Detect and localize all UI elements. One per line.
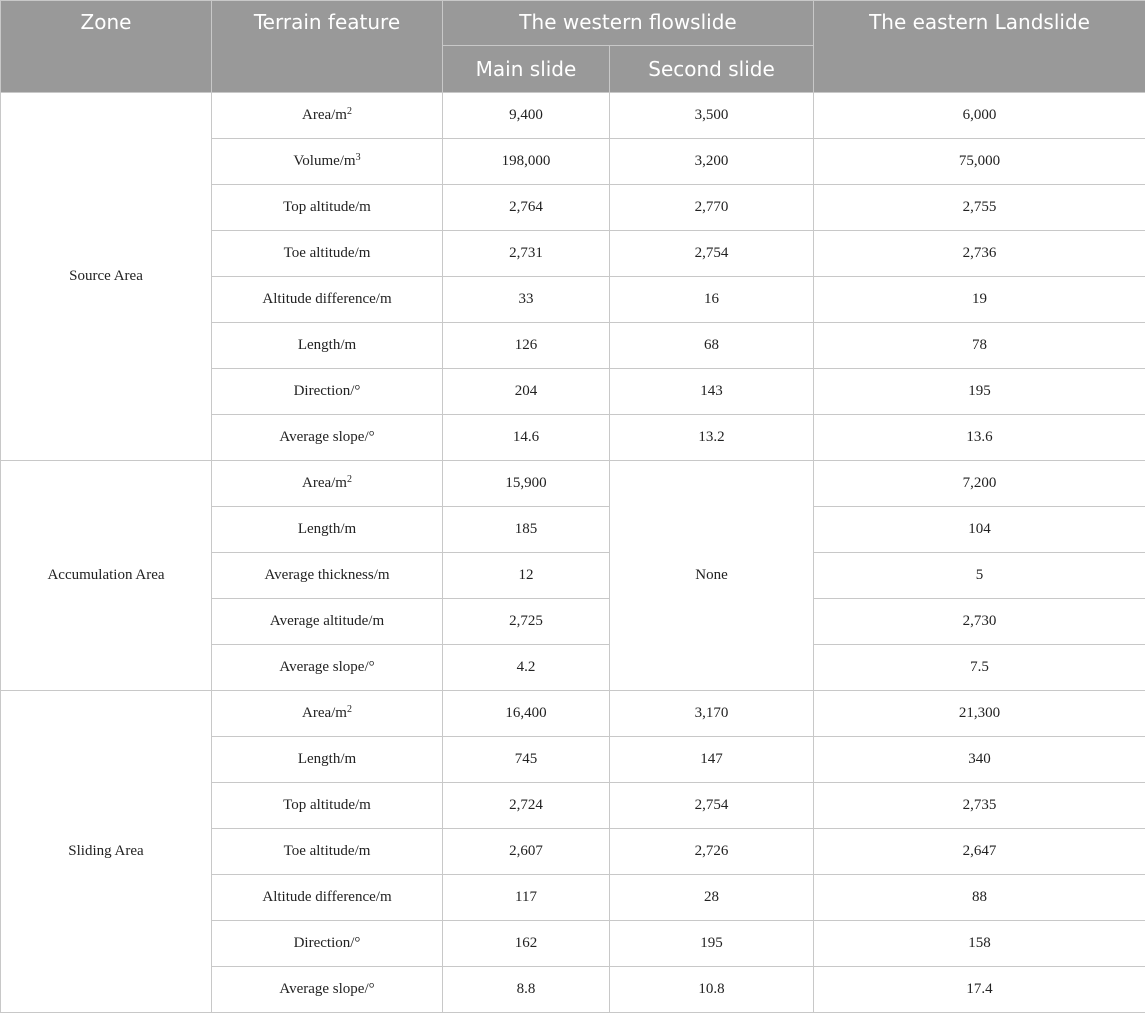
eastern-landslide-cell: 78	[814, 323, 1145, 369]
eastern-landslide-cell: 13.6	[814, 415, 1145, 461]
header-second-slide: Second slide	[610, 46, 814, 93]
eastern-landslide-cell: 158	[814, 921, 1145, 967]
main-slide-cell: 15,900	[443, 461, 610, 507]
feature-cell: Direction/°	[212, 369, 443, 415]
feature-cell: Average slope/°	[212, 645, 443, 691]
main-slide-cell: 14.6	[443, 415, 610, 461]
feature-cell: Length/m	[212, 323, 443, 369]
second-slide-cell: 68	[610, 323, 814, 369]
second-slide-cell: 143	[610, 369, 814, 415]
second-slide-cell: 3,200	[610, 139, 814, 185]
second-slide-cell: 2,726	[610, 829, 814, 875]
eastern-landslide-cell: 195	[814, 369, 1145, 415]
feature-cell: Top altitude/m	[212, 783, 443, 829]
feature-cell: Average thickness/m	[212, 553, 443, 599]
header-western-flowslide: The western flowslide	[443, 1, 814, 46]
feature-cell: Altitude difference/m	[212, 875, 443, 921]
main-slide-cell: 117	[443, 875, 610, 921]
eastern-landslide-cell: 5	[814, 553, 1145, 599]
zone-sliding-area: Sliding Area	[1, 691, 212, 1013]
second-slide-cell: 2,754	[610, 231, 814, 277]
second-slide-cell: 28	[610, 875, 814, 921]
eastern-landslide-cell: 2,755	[814, 185, 1145, 231]
main-slide-cell: 2,725	[443, 599, 610, 645]
second-slide-cell: 10.8	[610, 967, 814, 1013]
header-eastern-landslide: The eastern Landslide	[814, 1, 1145, 93]
second-slide-cell: 195	[610, 921, 814, 967]
second-slide-cell: 2,754	[610, 783, 814, 829]
eastern-landslide-cell: 340	[814, 737, 1145, 783]
second-slide-cell: 3,500	[610, 93, 814, 139]
main-slide-cell: 745	[443, 737, 610, 783]
feature-cell: Direction/°	[212, 921, 443, 967]
eastern-landslide-cell: 88	[814, 875, 1145, 921]
main-slide-cell: 2,724	[443, 783, 610, 829]
feature-cell: Length/m	[212, 507, 443, 553]
main-slide-cell: 8.8	[443, 967, 610, 1013]
header-main-slide: Main slide	[443, 46, 610, 93]
eastern-landslide-cell: 75,000	[814, 139, 1145, 185]
zone-accumulation-area: Accumulation Area	[1, 461, 212, 691]
zone-source-area: Source Area	[1, 93, 212, 461]
eastern-landslide-cell: 19	[814, 277, 1145, 323]
table-row	[1, 691, 1145, 737]
main-slide-cell: 198,000	[443, 139, 610, 185]
feature-cell: Top altitude/m	[212, 185, 443, 231]
eastern-landslide-cell: 7,200	[814, 461, 1145, 507]
feature-cell: Length/m	[212, 737, 443, 783]
feature-cell: Area/$m^2$	[212, 691, 443, 737]
main-slide-cell: 16,400	[443, 691, 610, 737]
main-slide-cell: 33	[443, 277, 610, 323]
main-slide-cell: 2,607	[443, 829, 610, 875]
eastern-landslide-cell: 2,735	[814, 783, 1145, 829]
main-slide-cell: 2,731	[443, 231, 610, 277]
second-slide-cell: 13.2	[610, 415, 814, 461]
feature-cell: Area/$m^2$	[212, 461, 443, 507]
table-row	[1, 93, 1145, 139]
main-slide-cell: 204	[443, 369, 610, 415]
eastern-landslide-cell: 2,730	[814, 599, 1145, 645]
header-terrain-feature: Terrain feature	[212, 1, 443, 93]
feature-cell: Average slope/°	[212, 415, 443, 461]
feature-cell: Area/$m^2$	[212, 93, 443, 139]
second-slide-cell: 147	[610, 737, 814, 783]
eastern-landslide-cell: 104	[814, 507, 1145, 553]
feature-cell: Average slope/°	[212, 967, 443, 1013]
main-slide-cell: 9,400	[443, 93, 610, 139]
main-slide-cell: 126	[443, 323, 610, 369]
second-slide-cell: 16	[610, 277, 814, 323]
eastern-landslide-cell: 2,647	[814, 829, 1145, 875]
header-zone: Zone	[1, 1, 212, 93]
main-slide-cell: 162	[443, 921, 610, 967]
eastern-landslide-cell: 17.4	[814, 967, 1145, 1013]
eastern-landslide-cell: 21,300	[814, 691, 1145, 737]
main-slide-cell: 4.2	[443, 645, 610, 691]
feature-cell: Altitude difference/m	[212, 277, 443, 323]
main-slide-cell: 185	[443, 507, 610, 553]
second-slide-none-cell: None	[610, 461, 814, 691]
second-slide-cell: 3,170	[610, 691, 814, 737]
eastern-landslide-cell: 7.5	[814, 645, 1145, 691]
eastern-landslide-cell: 2,736	[814, 231, 1145, 277]
eastern-landslide-cell: 6,000	[814, 93, 1145, 139]
feature-cell: Toe altitude/m	[212, 829, 443, 875]
feature-cell: Average altitude/m	[212, 599, 443, 645]
table-row	[1, 461, 1145, 507]
second-slide-cell: 2,770	[610, 185, 814, 231]
feature-cell: Toe altitude/m	[212, 231, 443, 277]
main-slide-cell: 2,764	[443, 185, 610, 231]
main-slide-cell: 12	[443, 553, 610, 599]
feature-cell: Volume/$m^3$	[212, 139, 443, 185]
